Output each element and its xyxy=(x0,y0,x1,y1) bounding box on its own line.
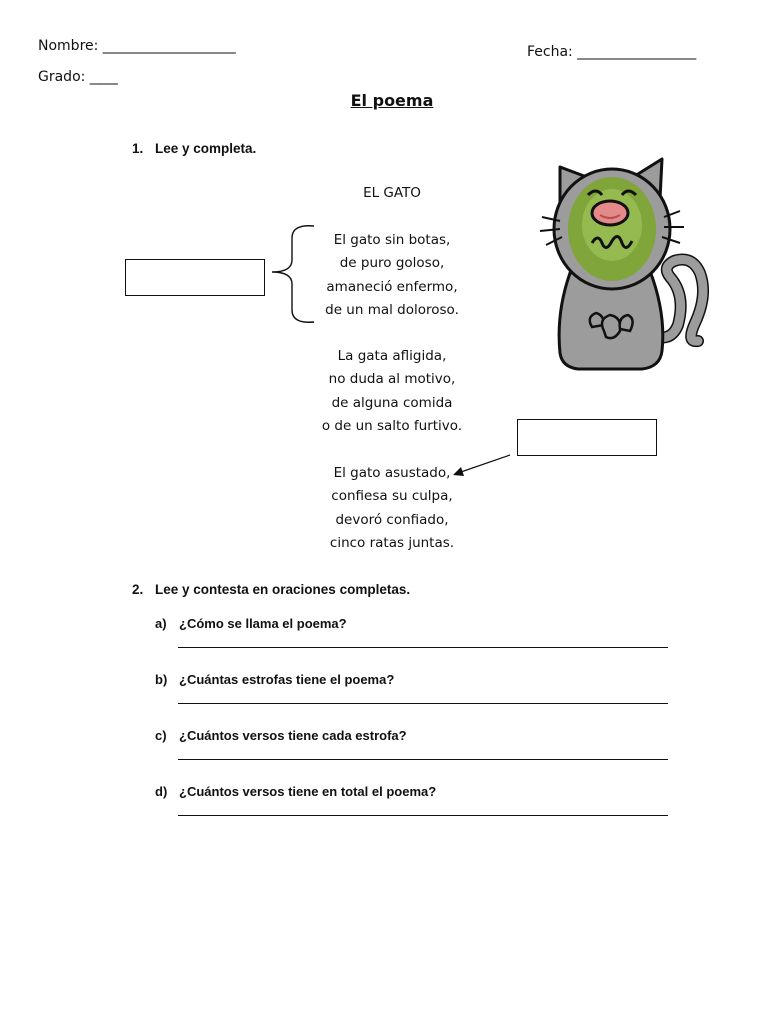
name-field-label[interactable]: Nombre: ___________________ xyxy=(38,38,236,54)
section-2-number: 2. xyxy=(132,582,144,597)
poem-verse: amaneció enfermo, xyxy=(326,278,458,295)
poem-title: EL GATO xyxy=(363,185,421,201)
poem-verse: o de un salto furtivo. xyxy=(321,417,463,434)
brace-icon xyxy=(268,222,318,326)
answer-line-b[interactable] xyxy=(178,703,668,704)
poem-verse: de un mal doloroso. xyxy=(325,301,459,318)
poem-verse: confiesa su culpa, xyxy=(331,488,453,505)
question-c xyxy=(155,728,407,743)
grade-field-label[interactable]: Grado: ____ xyxy=(38,69,118,85)
poem-verse: El gato asustado, xyxy=(333,465,451,481)
sick-cat-illustration xyxy=(530,145,715,385)
answer-line-c[interactable] xyxy=(178,759,668,760)
question-letter: b) xyxy=(155,672,168,687)
question-a xyxy=(155,616,347,631)
poem-verse: devoró confiado, xyxy=(335,511,449,528)
poem-verse: de alguna comida xyxy=(331,394,453,411)
poem-stanza-2 xyxy=(292,345,492,438)
question-d xyxy=(155,784,436,799)
question-text: ¿Cuántos versos tiene cada estrofa? xyxy=(179,728,407,743)
question-letter: c) xyxy=(155,728,167,743)
section-2-heading xyxy=(132,582,410,597)
poem-verse: no duda al motivo, xyxy=(328,371,456,388)
poem-verse: de puro goloso, xyxy=(339,255,445,272)
question-text: ¿Cómo se llama el poema? xyxy=(179,616,347,631)
arrow-icon xyxy=(450,452,514,480)
section-1-number: 1. xyxy=(132,141,144,156)
poem-verse: El gato sin botas, xyxy=(333,232,451,248)
answer-line-d[interactable] xyxy=(178,815,668,816)
verse-answer-box[interactable] xyxy=(517,419,657,456)
section-1-heading xyxy=(132,141,256,156)
date-field-label[interactable]: Fecha: _________________ xyxy=(527,44,697,60)
answer-line-a[interactable] xyxy=(178,647,668,648)
page-title: El poema xyxy=(350,91,434,110)
poem-verse: cinco ratas juntas. xyxy=(329,534,455,551)
poem-verse: La gata afligida, xyxy=(337,348,447,364)
stanza-answer-box[interactable] xyxy=(125,259,265,296)
poem-stanza-1 xyxy=(292,229,492,322)
question-b xyxy=(155,672,394,687)
question-letter: a) xyxy=(155,616,167,631)
section-2-instruction: Lee y contesta en oraciones completas. xyxy=(155,582,411,597)
question-text: ¿Cuántas estrofas tiene el poema? xyxy=(179,672,395,687)
section-1-instruction: Lee y completa. xyxy=(155,141,257,156)
question-letter: d) xyxy=(155,784,168,799)
question-text: ¿Cuántos versos tiene en total el poema? xyxy=(179,784,437,799)
